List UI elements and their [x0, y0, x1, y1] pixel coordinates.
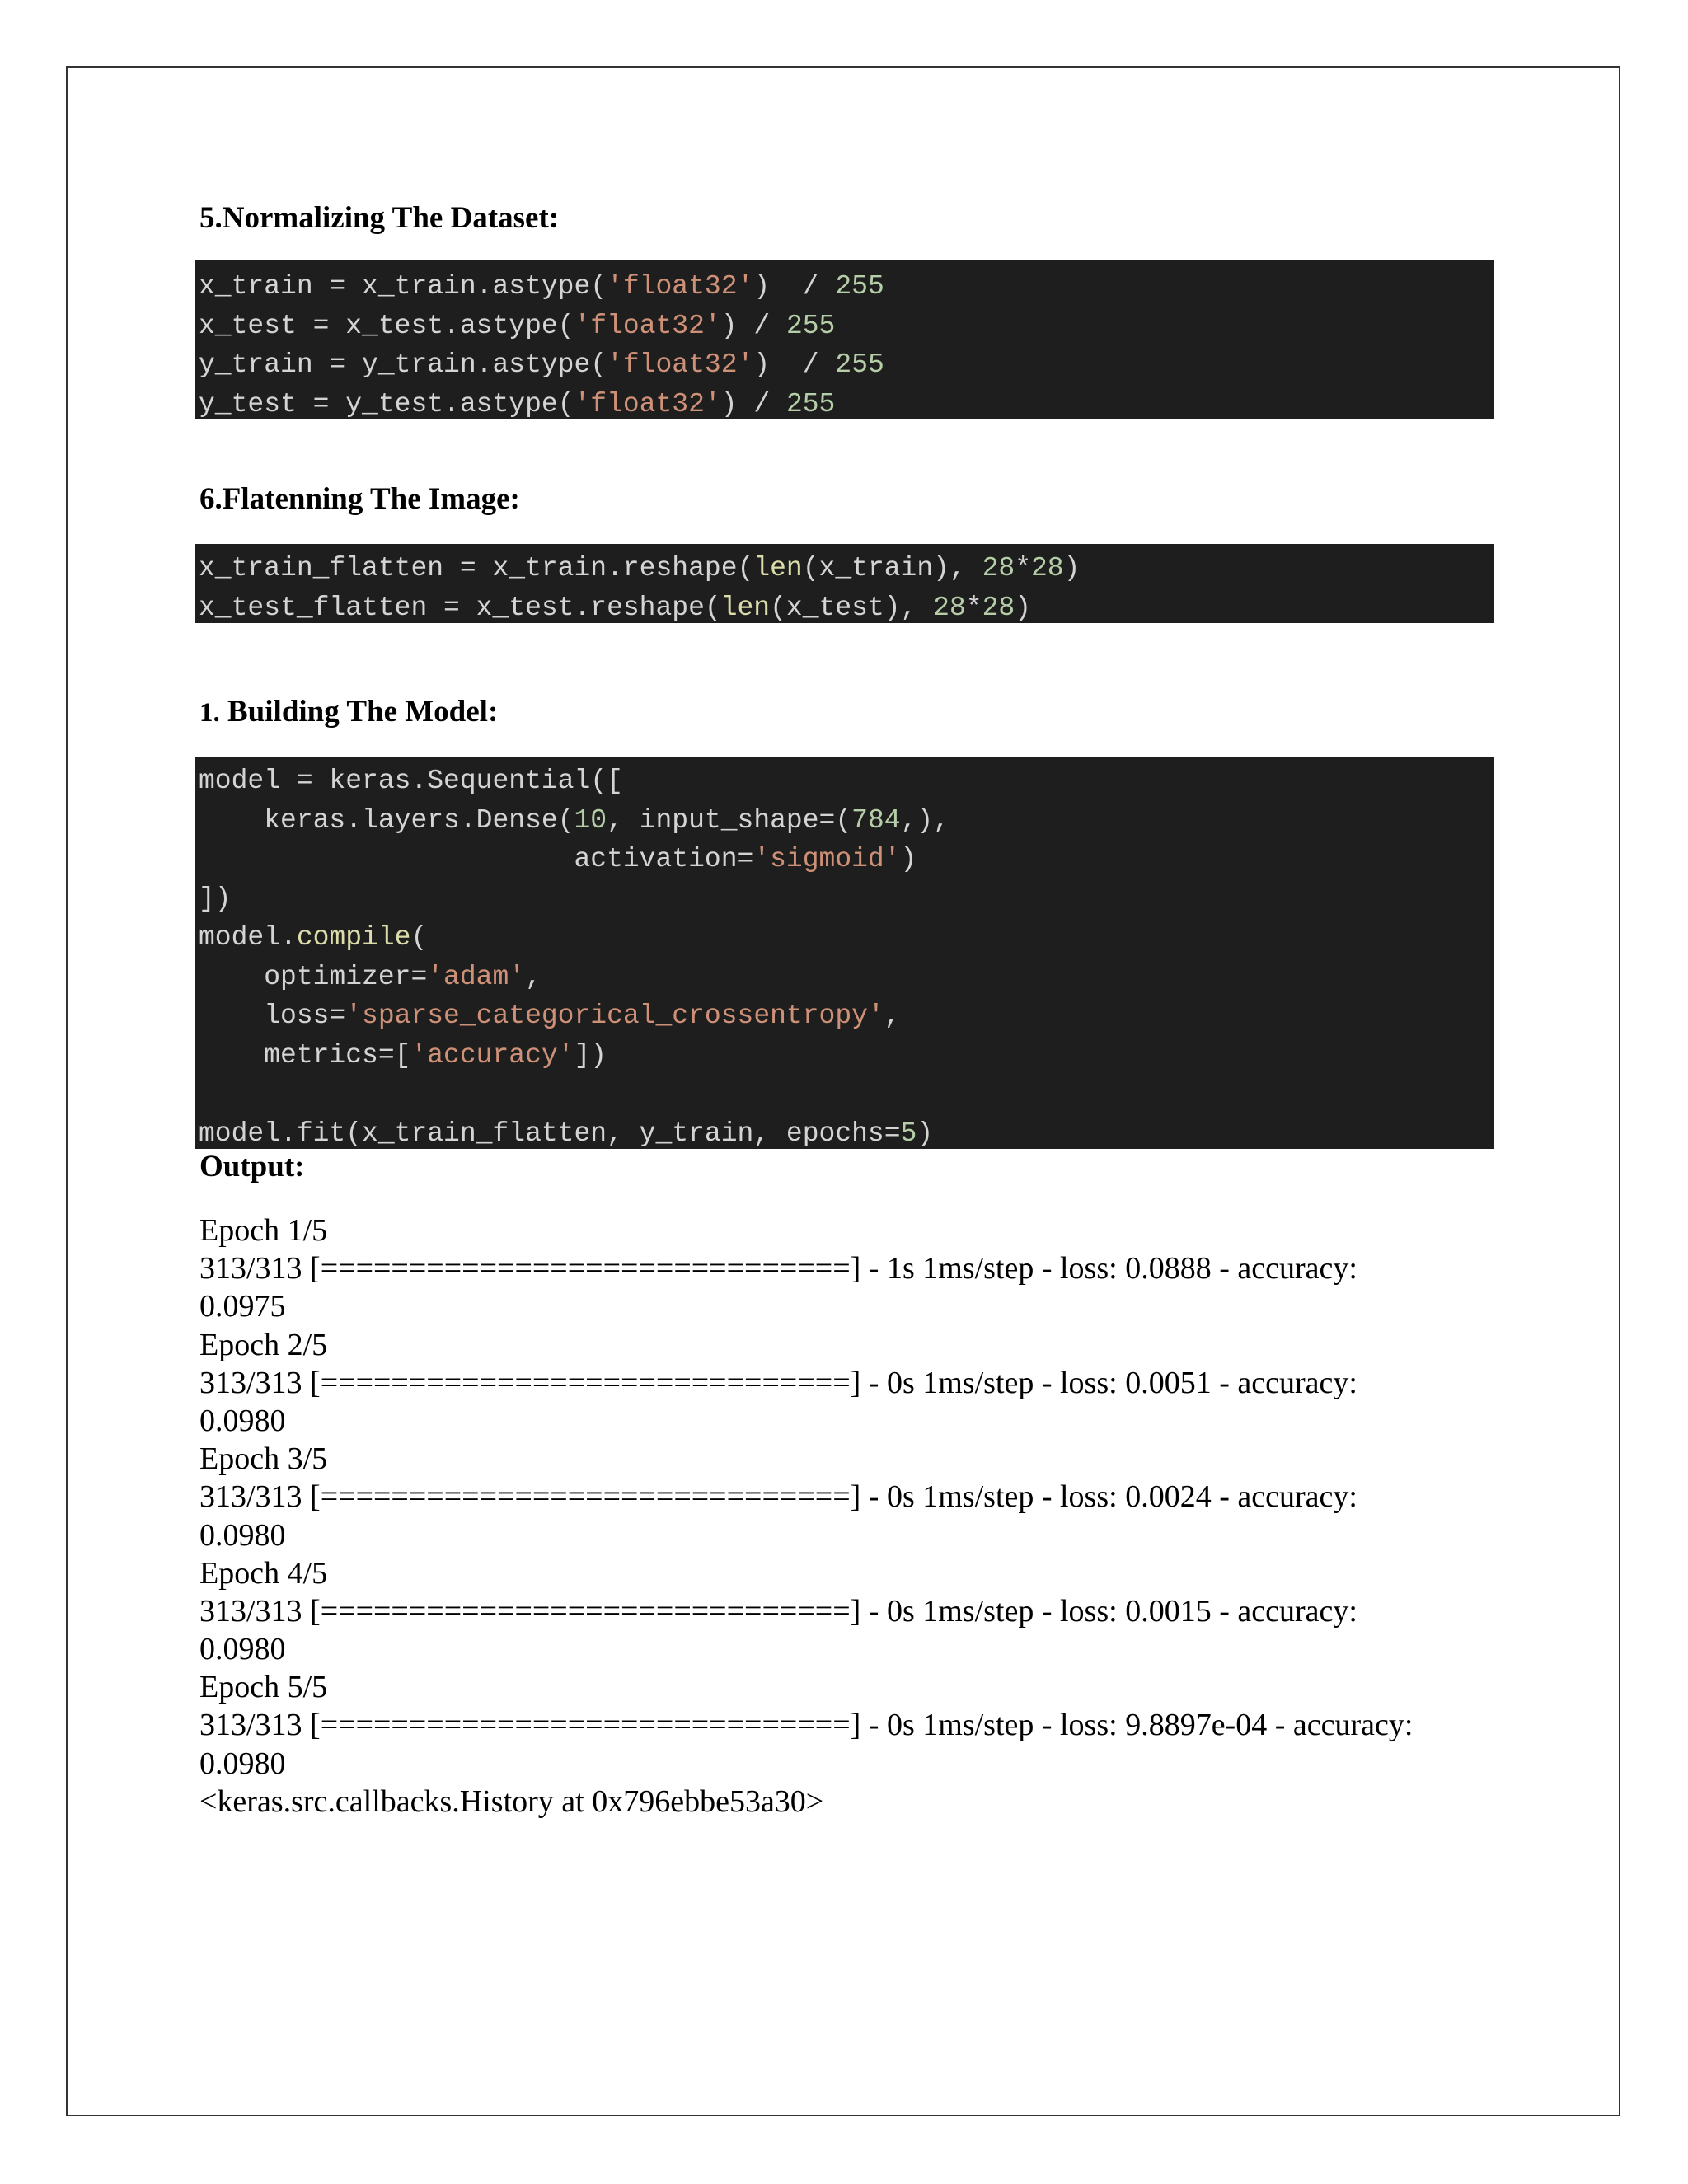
code-line [199, 958, 1494, 997]
code-token: loss= [199, 1001, 346, 1031]
code-token: y_train = y_train.astype( [199, 349, 607, 380]
code-line [199, 762, 1494, 801]
code-token: len [753, 553, 803, 583]
code-token: keras.layers.Dense( [199, 804, 574, 836]
code-token: 784 [851, 804, 901, 836]
code-token: ) [900, 844, 917, 874]
heading-text: 5.Normalizing The Dataset: [199, 201, 560, 235]
code-line [199, 840, 1494, 879]
code-token: x_test = x_test.astype( [199, 310, 574, 341]
output-line: 0.0980 [199, 1403, 286, 1438]
code-token: (x_test), [770, 592, 934, 623]
code-token: 10 [574, 804, 607, 836]
code-token: model. [199, 922, 297, 953]
output-line: 313/313 [==============================] - 0s 1ms/step - loss: 9.8897e-04 - accuracy: [199, 1708, 1414, 1743]
code-token: 255 [785, 310, 836, 341]
code-token: ,), [900, 804, 950, 836]
code-token: metrics=[ [199, 1039, 411, 1071]
code-line [199, 1036, 1494, 1076]
code-token: activation= [199, 844, 754, 874]
code-line [199, 307, 1494, 346]
code-token: x_train_flatten = x_train.reshape( [199, 553, 754, 583]
code-token: ) / [753, 271, 836, 302]
output-line: 0.0975 [199, 1289, 286, 1324]
code-token: 'float32' [607, 349, 754, 380]
heading-number: 1. [199, 698, 220, 728]
code-token: 28 [1031, 553, 1064, 583]
code-token: 'float32' [574, 388, 721, 419]
code-token: compile [296, 922, 411, 953]
code-block-model [195, 757, 1494, 1149]
output-line: Epoch 3/5 [199, 1441, 328, 1477]
code-token: x_test_flatten = x_test.reshape( [199, 592, 721, 623]
code-token: len [720, 592, 771, 623]
code-line [199, 879, 1494, 919]
section-heading-flattening [199, 481, 520, 518]
output-line: 313/313 [==============================] - 1s 1ms/step - loss: 0.0888 - accuracy: [199, 1251, 1357, 1286]
code-block-flatten [195, 544, 1494, 623]
code-token: 255 [835, 349, 884, 380]
code-token: 255 [785, 388, 836, 419]
code-token: 28 [933, 592, 966, 623]
heading-text: Building The Model: [219, 695, 499, 729]
output-line: 0.0980 [199, 1632, 286, 1667]
code-token: 28 [982, 553, 1015, 583]
code-token: y_test = y_test.astype( [199, 388, 574, 419]
output-line: 313/313 [==============================] - 0s 1ms/step - loss: 0.0024 - accuracy: [199, 1479, 1357, 1515]
output-block [199, 1212, 1518, 1821]
output-line: <keras.src.callbacks.History at 0x796ebbe53a30> [199, 1783, 824, 1819]
code-line [199, 549, 1494, 588]
code-token: , [884, 1001, 901, 1031]
code-line [199, 345, 1494, 385]
code-token: optimizer= [199, 961, 428, 992]
code-token: ) [917, 1118, 934, 1149]
code-token: model = keras.Sequential([ [199, 766, 623, 796]
output-line: 313/313 [==============================] - 0s 1ms/step - loss: 0.0051 - accuracy: [199, 1365, 1357, 1400]
code-token: 'float32' [574, 310, 721, 341]
code-token: ]) [574, 1039, 607, 1071]
code-line [199, 267, 1494, 307]
code-token: ) / [720, 388, 786, 419]
code-token: 'sparse_categorical_crossentropy' [345, 1001, 884, 1031]
code-line [199, 588, 1494, 624]
code-token: ) / [720, 310, 786, 341]
code-token: * [965, 592, 982, 623]
code-token: 255 [835, 271, 884, 302]
code-line [199, 385, 1494, 419]
code-token: model.fit(x_train_flatten, y_train, epochs= [199, 1118, 901, 1149]
code-token: 'sigmoid' [753, 844, 901, 874]
code-token: (x_train), [802, 553, 982, 583]
code-token: ]) [199, 883, 232, 914]
output-line: Epoch 5/5 [199, 1670, 328, 1705]
code-line [199, 801, 1494, 841]
code-block-normalize [195, 260, 1494, 419]
heading-text: 6.Flatenning The Image: [199, 482, 520, 516]
section-heading-building-model [199, 694, 498, 731]
code-line [199, 996, 1494, 1036]
code-token: * [1015, 553, 1031, 583]
code-token: 'float32' [607, 271, 754, 302]
code-token: ( [410, 922, 428, 953]
section-heading-normalizing [199, 200, 559, 237]
code-token: x_train = x_train.astype( [199, 271, 607, 302]
output-line: Epoch 2/5 [199, 1327, 328, 1362]
output-line: 313/313 [==============================] - 0s 1ms/step - loss: 0.0015 - accuracy: [199, 1593, 1357, 1629]
code-line [199, 1114, 1494, 1150]
code-line [199, 918, 1494, 958]
output-line: Epoch 1/5 [199, 1213, 328, 1248]
code-line [199, 1075, 1494, 1114]
output-line: 0.0980 [199, 1746, 286, 1781]
output-line: Epoch 4/5 [199, 1555, 328, 1591]
code-token: , input_shape=( [607, 804, 852, 836]
code-token: 'adam' [427, 961, 526, 992]
code-token: 5 [900, 1118, 917, 1149]
output-line: 0.0980 [199, 1517, 286, 1553]
output-title: Output: [199, 1150, 305, 1183]
code-token: ) [1063, 553, 1081, 583]
code-token: ) / [753, 349, 836, 380]
code-token: , [525, 961, 542, 992]
code-token: ) [1015, 592, 1032, 623]
code-token: 28 [982, 592, 1015, 623]
code-token: 'accuracy' [410, 1039, 574, 1071]
